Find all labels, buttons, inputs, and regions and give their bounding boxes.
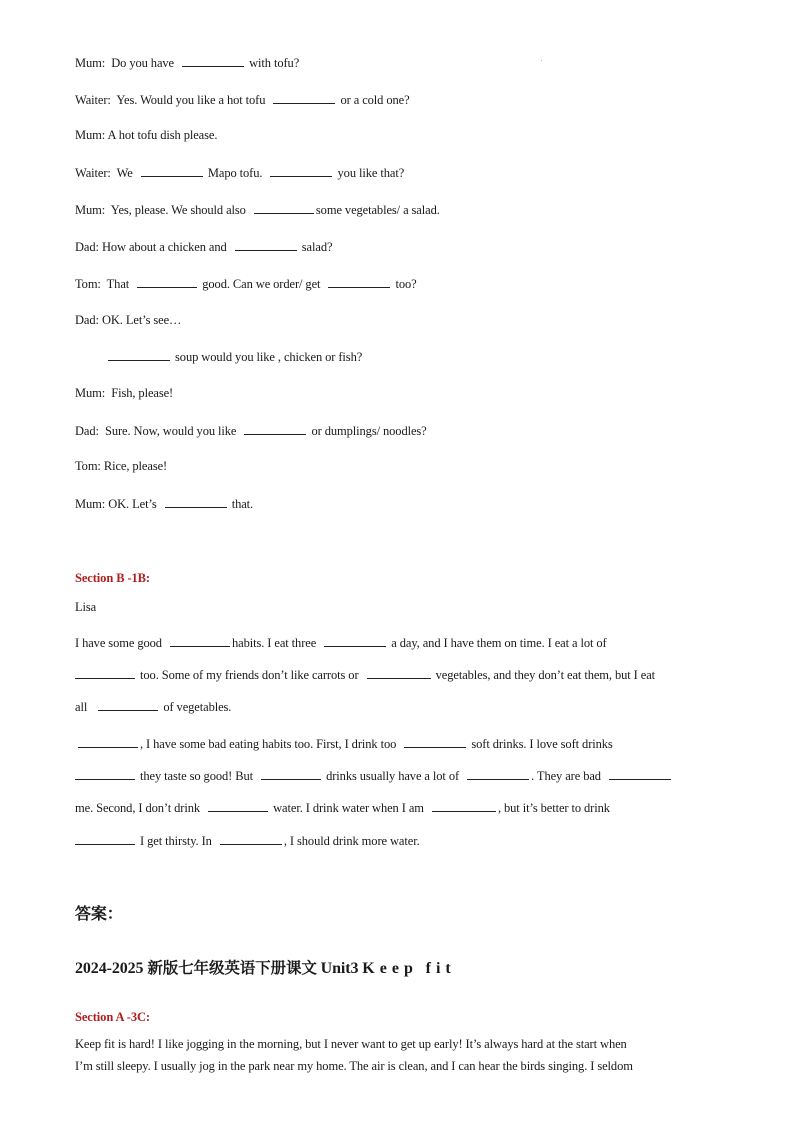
dialogue-line-5: Mum: Yes, please. We should also some vegetables/ a salad. <box>75 203 440 217</box>
dialogue-line-3: Mum: A hot tofu dish please. <box>75 128 218 142</box>
dialogue-line-1: Mum: Do you have with tofu? <box>75 56 300 70</box>
fill-blank[interactable] <box>208 799 268 812</box>
paragraph-line: me. Second, I don’t drink water. I drink water when I am , but it’s better to drink <box>75 801 610 815</box>
fill-blank[interactable] <box>324 634 386 647</box>
fill-blank[interactable] <box>78 735 138 748</box>
section-b-heading: Section B -1B: <box>75 571 150 585</box>
fill-blank[interactable] <box>98 698 158 711</box>
dialogue-line-6: Dad: How about a chicken and salad? <box>75 240 333 254</box>
dialogue-line-7: Tom: That good. Can we order/ get too? <box>75 277 417 291</box>
fill-blank[interactable] <box>244 422 306 435</box>
fill-blank[interactable] <box>235 238 297 251</box>
fill-blank[interactable] <box>273 91 335 104</box>
fill-blank[interactable] <box>261 767 321 780</box>
fill-blank[interactable] <box>137 275 197 288</box>
dialogue-line-4: Waiter: We Mapo tofu. you like that? <box>75 166 405 180</box>
fill-blank[interactable] <box>609 767 671 780</box>
answer-label: 答案： <box>75 904 123 923</box>
fill-blank[interactable] <box>328 275 390 288</box>
fill-blank[interactable] <box>467 767 529 780</box>
fill-blank[interactable] <box>75 666 135 679</box>
section-a-heading: Section A -3C: <box>75 1010 150 1024</box>
fill-blank[interactable] <box>270 164 332 177</box>
dialogue-line-9: soup would you like , chicken or fish? <box>106 348 362 365</box>
fill-blank[interactable] <box>165 495 227 508</box>
fill-blank[interactable] <box>404 735 466 748</box>
fill-blank[interactable] <box>432 799 496 812</box>
fill-blank[interactable] <box>254 201 314 214</box>
dialogue-line-13: Mum: OK. Let’s that. <box>75 497 254 511</box>
answer-text-line: Keep fit is hard! I like jogging in the morning, but I never want to get up early! It’s always hard at the start when <box>75 1037 627 1051</box>
fill-blank[interactable] <box>108 348 170 361</box>
dialogue-line-10: Mum: Fish, please! <box>75 386 174 400</box>
fill-blank[interactable] <box>367 666 431 679</box>
fill-blank[interactable] <box>75 832 135 845</box>
paragraph-line: , I have some bad eating habits too. First, I drink too soft drinks. I love soft drinks <box>75 735 613 752</box>
speck <box>541 60 542 61</box>
dialogue-line-2: Waiter: Yes. Would you like a hot tofu or a cold one? <box>75 93 410 107</box>
paragraph-line: too. Some of my friends don’t like carrots or vegetables, and they don’t eat them, but I eat <box>75 666 655 683</box>
answer-text-line: I’m still sleepy. I usually jog in the park near my home. The air is clean, and I can hear the birds singing. I seldom <box>75 1059 633 1073</box>
paragraph-line: they taste so good! But drinks usually have a lot of . They are bad <box>75 767 673 784</box>
page-title: 2024-2025 新版七年级英语下册课文 Unit3 Keep fit <box>75 959 456 977</box>
dialogue-line-12: Tom: Rice, please! <box>75 459 168 473</box>
fill-blank[interactable] <box>220 832 282 845</box>
fill-blank[interactable] <box>182 54 244 67</box>
fill-blank[interactable] <box>170 634 230 647</box>
fill-blank[interactable] <box>75 767 135 780</box>
paragraph-line: I have some good habits. I eat three a day, and I have them on time. I eat a lot of <box>75 636 607 650</box>
fill-blank[interactable] <box>141 164 203 177</box>
author-name: Lisa <box>75 600 97 614</box>
paragraph-line: I get thirsty. In , I should drink more water. <box>75 832 420 849</box>
dialogue-line-11: Dad: Sure. Now, would you like or dumplings/ noodles? <box>75 424 427 438</box>
dialogue-line-8: Dad: OK. Let’s see… <box>75 313 182 327</box>
paragraph-line: all of vegetables. <box>75 700 232 714</box>
